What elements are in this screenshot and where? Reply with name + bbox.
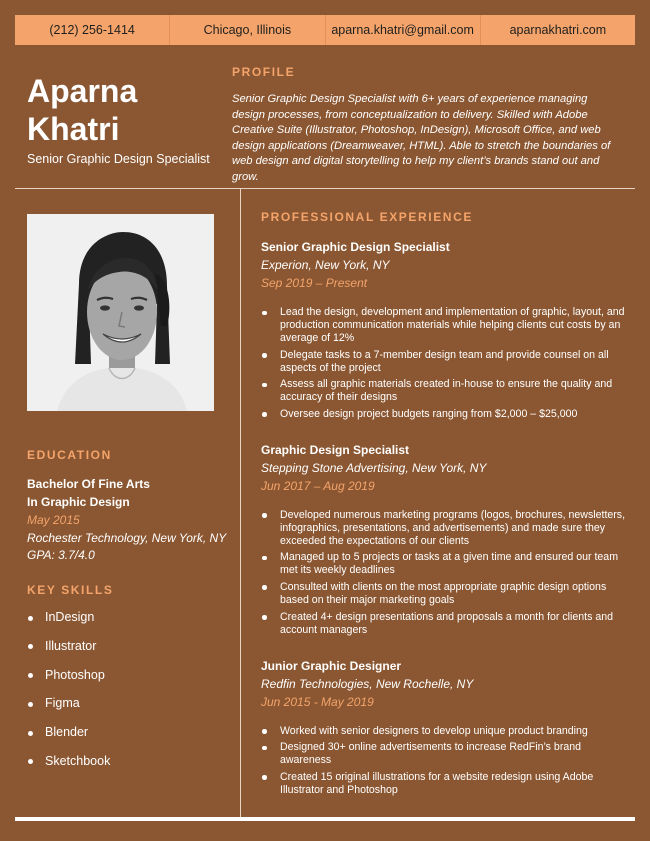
education-heading: EDUCATION [27,448,112,462]
job-bullet: Oversee design project budgets ranging from $2,000 – $25,000 [261,408,626,421]
job-role: Junior Graphic Designer [261,658,402,673]
last-name: Khatri [27,111,120,147]
contact-location: Chicago, Illinois [170,15,325,45]
job-company: Stepping Stone Advertising, New York, NY [261,460,487,475]
contact-phone[interactable]: (212) 256-1414 [15,15,170,45]
profile-text: Senior Graphic Design Specialist with 6+ years of experience managing design processes, from conceptualization to delivery. Skilled with Adobe Creative Suite (Illustrator, Photoshop, InDesign), Microsoft Office, and web design applications (Dreamweaver, HTML). Able to stretch the boundaries of web design and digital storytelling to help my client’s brands stand out and grow. [232,93,611,183]
skill-item: Sketchbook [27,754,232,783]
skill-item: InDesign [27,610,232,639]
job-entry [261,238,626,421]
job-title: Senior Graphic Design Specialist [27,152,210,166]
contact-bar [15,15,635,45]
skill-item: Blender [27,725,232,754]
skills-heading: KEY SKILLS [27,583,114,597]
job-bullet: Delegate tasks to a 7-member design team and provide counsel on all aspects of the project [261,349,626,375]
name-block [27,72,217,166]
job-entry [261,657,626,797]
job-role: Senior Graphic Design Specialist [261,240,450,254]
education-date: May 2015 [27,513,80,527]
job-bullet: Lead the design, development and implementation of graphic, layout, and production communication materials while helping clients cut costs by an average of 12% [261,306,626,345]
job-entry [261,441,626,637]
job-bullets [261,306,626,421]
vertical-divider [240,189,241,818]
profile-section [232,65,622,185]
experience-heading: PROFESSIONAL EXPERIENCE [261,210,473,224]
job-bullets [261,509,626,637]
job-bullet: Worked with senior designers to develop unique product branding [261,725,626,738]
job-bullet: Assess all graphic materials created in-house to ensure the quality and accuracy of their designs [261,378,626,404]
education-section [27,448,232,565]
job-bullet: Managed up to 5 projects or tasks at a given time and ensured our team met its weekly deadlines [261,551,626,577]
job-bullet: Consulted with clients on the most appropriate graphic design options based on their major marketing goals [261,581,626,607]
degree: Bachelor Of Fine Arts In Graphic Design [27,477,150,509]
job-company: Redfin Technologies, New Rochelle, NY [261,676,474,691]
job-dates: Jun 2017 – Aug 2019 [261,478,375,493]
skill-item: Figma [27,696,232,725]
first-name: Aparna [27,73,138,109]
skills-section [27,583,232,783]
gpa: GPA: 3.7/4.0 [27,548,95,562]
job-bullet: Designed 30+ online advertisements to increase RedFin’s brand awareness [261,741,626,767]
bottom-rule [15,817,635,821]
job-company: Experion, New York, NY [261,258,390,272]
experience-section [261,210,626,800]
horizontal-divider [15,188,635,189]
job-bullets [261,725,626,797]
job-role: Graphic Design Specialist [261,442,410,457]
job-bullet: Developed numerous marketing programs (logos, brochures, newsletters, infographics, presentations, and advertisements) and made sure they exceeded the expectations of our clients [261,509,626,548]
profile-heading: PROFILE [232,65,296,79]
skill-item: Photoshop [27,668,232,697]
skill-item: Illustrator [27,639,232,668]
skills-list [27,610,232,783]
school: Rochester Technology, New York, NY [27,530,227,545]
job-bullet: Created 15 original illustrations for a website redesign using Adobe Illustrator and Photoshop [261,771,626,797]
job-dates: Jun 2015 - May 2019 [261,694,374,709]
profile-photo [27,214,214,411]
portrait-image [27,214,214,411]
job-dates: Sep 2019 – Present [261,276,368,290]
contact-email[interactable]: aparna.khatri@gmail.com [326,15,481,45]
contact-website[interactable]: aparnakhatri.com [509,23,607,37]
job-bullet: Created 4+ design presentations and proposals a month for clients and account managers [261,611,626,637]
